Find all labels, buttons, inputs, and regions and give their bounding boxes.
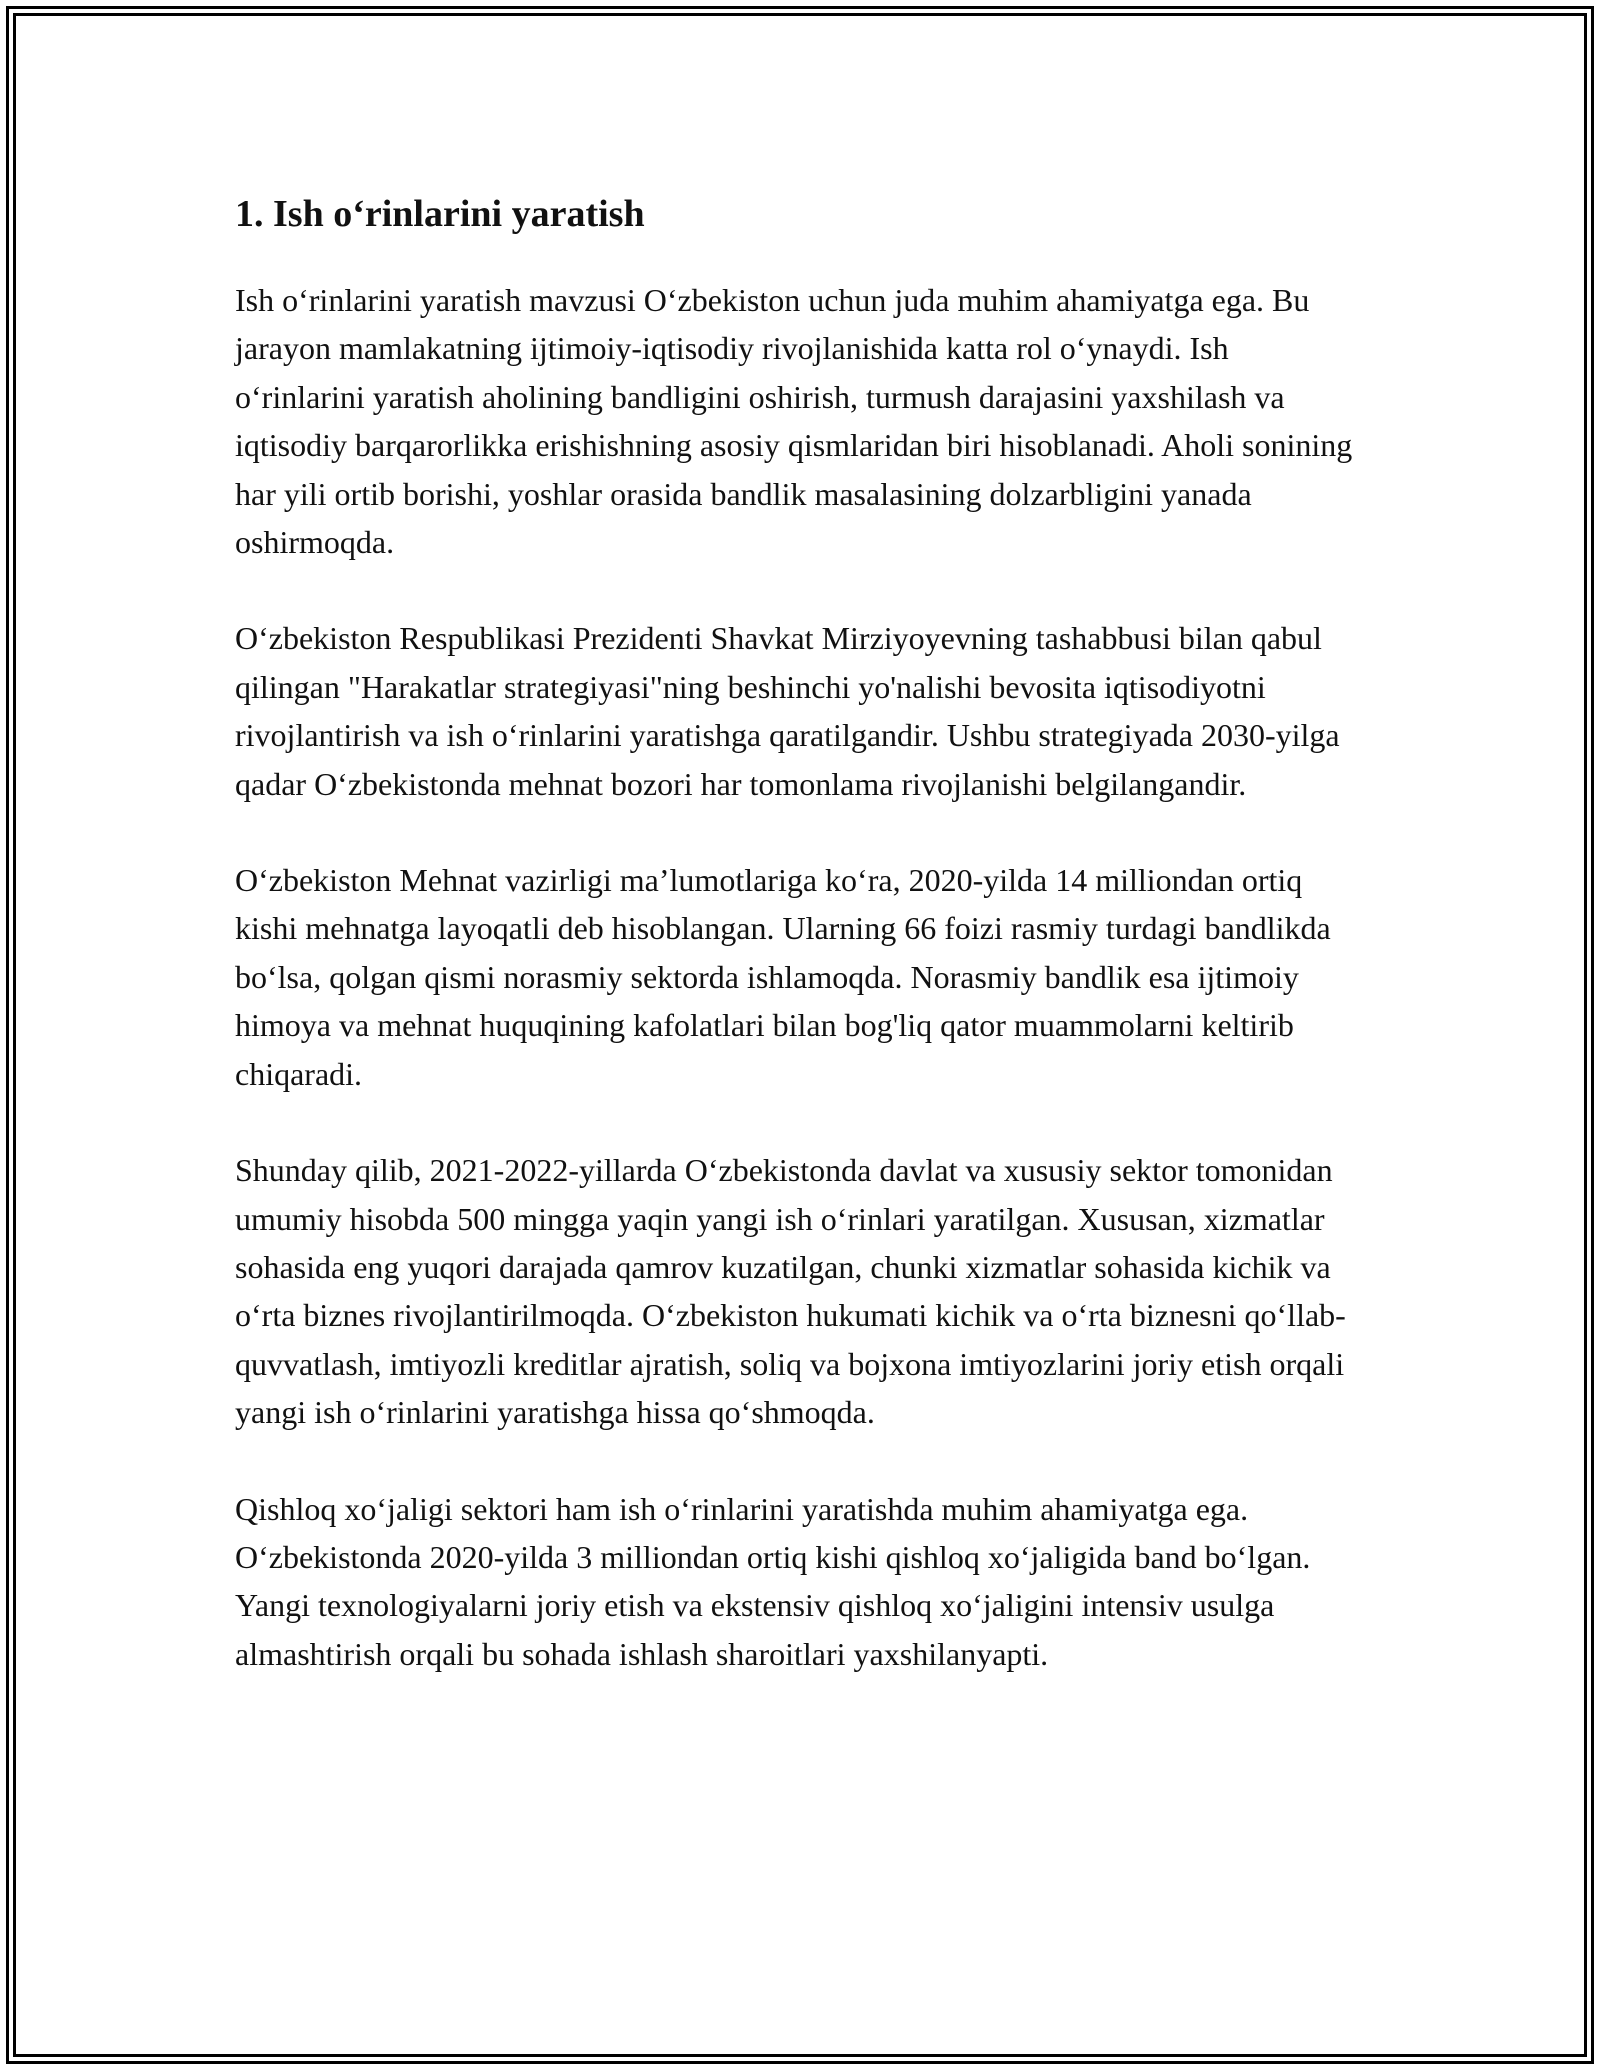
paragraph-2: O‘zbekiston Respublikasi Prezidenti Shavkat Mirziyoyevning tashabbusi bilan qabul qilingan "Harakatlar strategiyasi"ning beshinchi yo'nalishi bevosita iqtisodiyotni rivojlantirish va ish o‘rinlarini yaratishga qaratilgandir. Ushbu strategiyada 2030-yilga qadar O‘zbekistonda mehnat bozori har tomonlama rivojlanishi belgilangandir.: [235, 620, 1340, 802]
paragraph-5: Qishloq xo‘jaligi sektori ham ish o‘rinlarini yaratishda muhim ahamiyatga ega. O‘zbekistonda 2020-yilda 3 milliondan ortiq kishi qishloq xo‘jaligida band bo‘lgan. Yangi texnologiyalarni joriy etish va ekstensiv qishloq xo‘jaligini intensiv usulga almashtirish orqali bu sohada ishlash sharoitlari yaxshilanyapti.: [235, 1490, 1311, 1672]
paragraph-3: O‘zbekiston Mehnat vazirligi ma’lumotlariga ko‘ra, 2020-yilda 14 milliondan ortiq kishi mehnatga layoqatli deb hisoblangan. Ularning 66 foizi rasmiy turdagi bandlikda bo‘lsa, qolgan qismi norasmiy sektorda ishlamoqda. Norasmiy bandlik esa ijtimoiy himoya va mehnat huquqining kafolatlari bilan bog'liq qator muammolarni keltirib chiqaradi.: [235, 862, 1331, 1092]
paragraph-4: Shunday qilib, 2021-2022-yillarda O‘zbekistonda davlat va xususiy sektor tomonidan umumiy hisobda 500 mingga yaqin yangi ish o‘rinlari yaratilgan. Xususan, xizmatlar sohasida eng yuqori darajada qamrov kuzatilgan, chunki xizmatlar sohasida kichik va o‘rta biznes rivojlantirilmoqda. O‘zbekiston hukumati kichik va o‘rta biznesni qo‘llab-quvvatlash, imtiyozli kreditlar ajratish, soliq va bojxona imtiyozlarini joriy etish orqali yangi ish o‘rinlarini yaratishga hissa qo‘shmoqda.: [235, 1152, 1346, 1431]
document-body: [235, 186, 1365, 1726]
paragraph-1: Ish o‘rinlarini yaratish mavzusi O‘zbekiston uchun juda muhim ahamiyatga ega. Bu jarayon mamlakatning ijtimoiy-iqtisodiy rivojlanishida katta rol o‘ynaydi. Ish o‘rinlarini yaratish aholining bandligini oshirish, turmush darajasini yaxshilash va iqtisodiy barqarorlikka erishishning asosiy qismlaridan biri hisoblanadi. Aholi sonining har yili ortib borishi, yoshlar orasida bandlik masalasining dolzarbligini yanada oshirmoqda.: [235, 282, 1353, 561]
section-heading: 1. Ish o‘rinlarini yaratish: [235, 193, 645, 235]
